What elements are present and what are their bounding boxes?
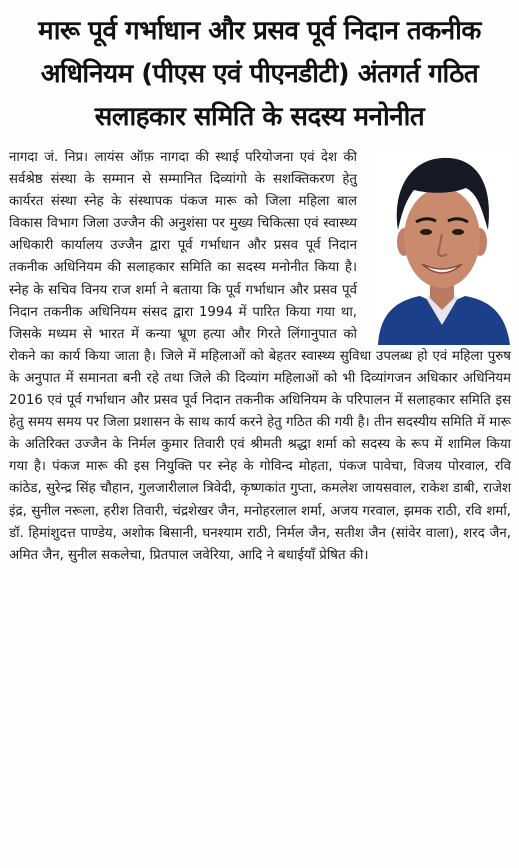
headline-line-3: सलाहकार समिति के सदस्य मनोनीत [94,102,425,132]
article-body-text: लायंस ऑफ़ नागदा की स्थाई परियोजना एवं देश की सर्वश्रेष्ठ संस्था के सम्मान से सम्मानित दिव्यांगो के सशक्तिकरण हेतु कार्यरत संस्था स्नेह के संस्थापक पंकज मारू को जिला महिला बाल विकास विभाग जिला उज्जैन की अनुशंसा पर मुख्य चिकित्सा एवं स्वास्थ्य अधिकारी कार्यालय उज्जैन द्वारा पूर्व गर्भाधान और प्रसव पूर्व निदान तकनीक अधिनियम की सलाहकार समिति का सदस्य मनोनीत किया है। स्नेह के सचिव विनय राज शर्मा ने बताया कि पूर्व गर्भाधान और प्रसव पूर्व निदान तकनीक अधिनियम संसद द्वारा 1994 में पारित किया गया था, जिसके मध्यम से भारत में कन्या भ्रूण हत्या और गिरते लिंगानुपात को रोकने का कार्य किया जाता है। जिले में महिलाओं को बेहतर स्वास्थ्य सुविधा उपलब्ध हो एवं महिला पुरुष के अनुपात में समानता बनी रहे तथा जिले की दिव्यांग महिलाओं को भी दिव्यांगजन अधिकार अधिनियम 2016 एवं पूर्व गर्भाधान और प्रसव पूर्व निदान तकनीक अधिनियम के परिपालन में सलाहकार समिति इस हेतु समय समय पर जिला प्रशासन के साथ कार्य करने हेतु गठित की गयी है। तीन सदस्यीय समिति में मारू के अतिरिक्त उज्जैन के निर्मल कुमार तिवारी एवं श्रीमती श्रद्धा शर्मा को सदस्य के रूप में शामिल किया गया है। पंकज मारू की इस नियुक्ति पर स्नेह के गोविन्द मोहता, पंकज पावेचा, विजय पोरवाल, रवि कांठेड, सुरेन्द्र सिंह चौहान, गुलजारीलाल त्रिवेदी, कृष्णकांत गुप्ता, कमलेश जायसवाल, राकेश डाबी, राजेश इंद्र, सुनील नरूला, हरीश तिवारी, चंद्रशेखर जैन, मनोहरलाल शर्मा, अजय गरवाल, झमक राठी, रवि शर्मा, डॉ. हिमांशुदत्त पाण्डेय, अशोक बिसानी, घनश्याम राठी, निर्मल जैन, सतीश जैन (सांवेर वाला), शरद जैन, अमित जैन, सुनील सकलेचा, प्रितपाल जवेरिया, आदि ने बधाईयाँ प्रेषित की। [9,150,511,563]
article-headline [8,10,511,139]
article-body [9,147,511,567]
headline-line-1: मारू पूर्व गर्भाधान और प्रसव पूर्व निदान तकनीक [38,16,481,46]
headline-line-2: अधिनियम (पीएस एवं पीएनडीटी) अंतगर्त गठित [40,59,479,89]
dateline: नागदा जं. निप्र। [9,150,89,165]
